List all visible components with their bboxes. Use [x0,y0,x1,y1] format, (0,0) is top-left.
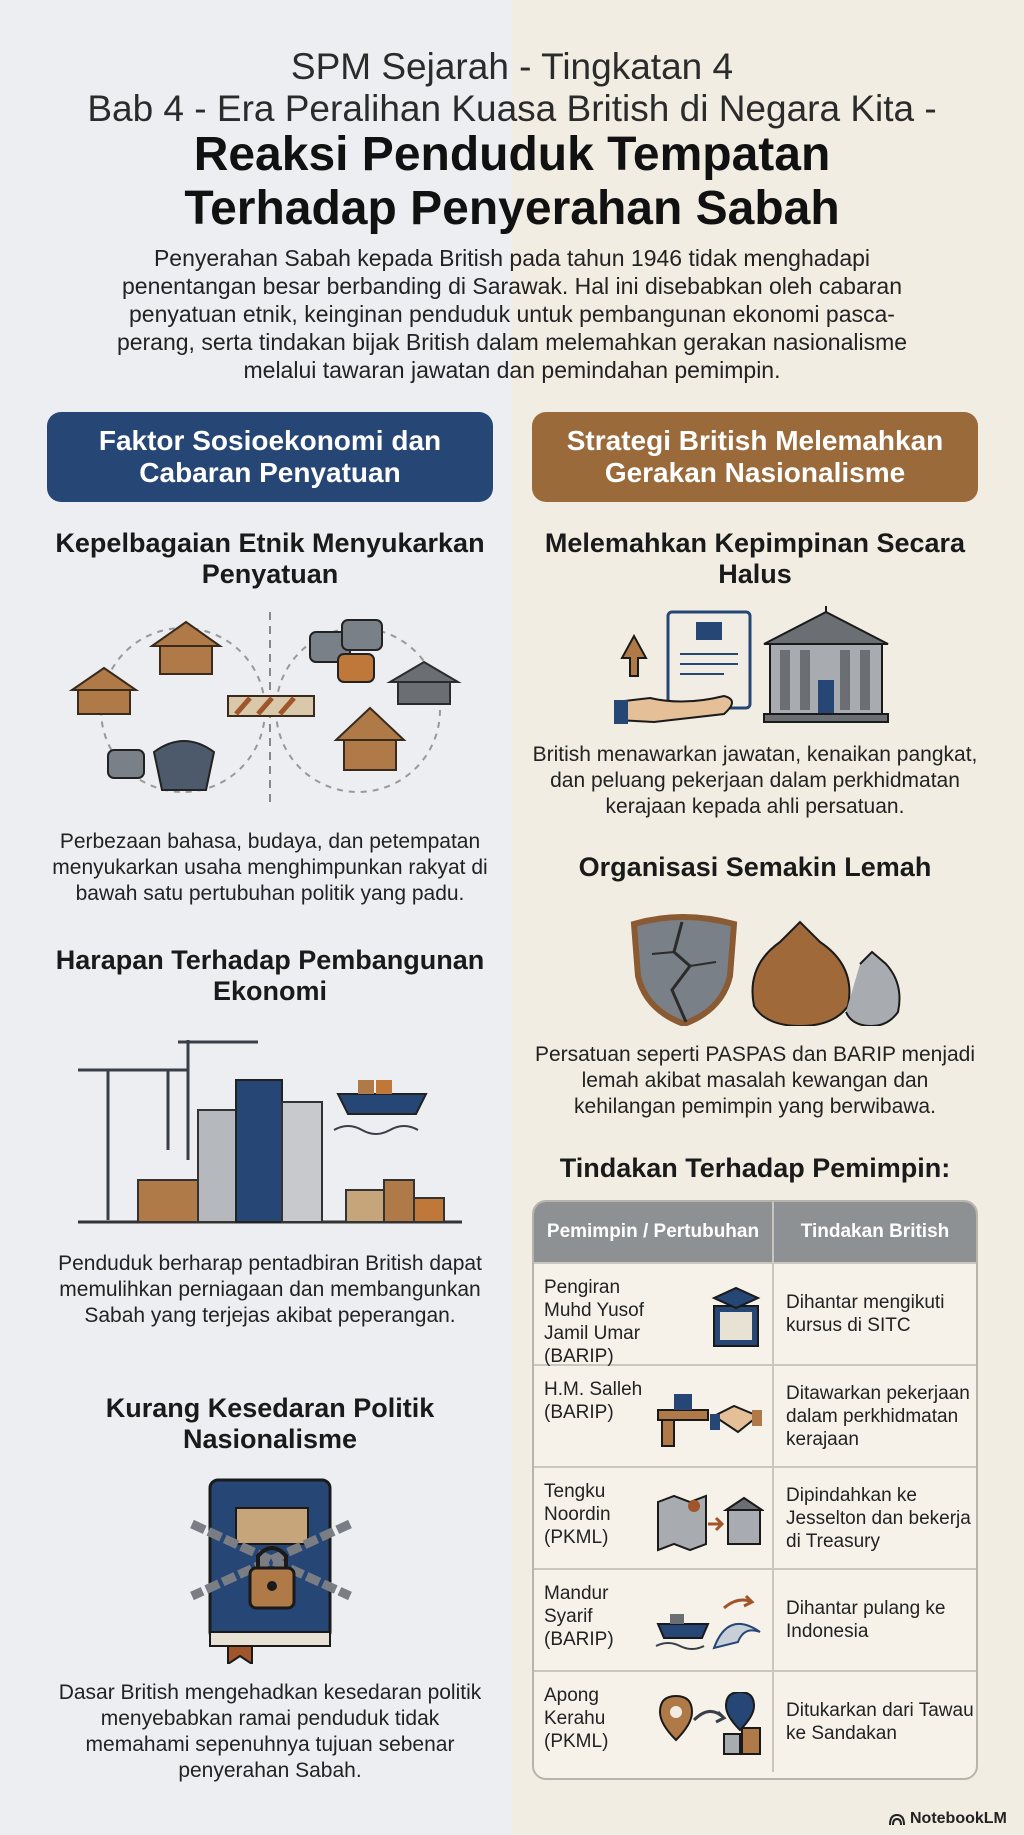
political-awareness-title: Kurang Kesedaran Politik Nasionalisme [105,1393,435,1454]
ethnic-diversity-text: Perbezaan bahasa, budaya, dan petempatan menyukarkan usaha menghimpunkan rakyat di bawah satu pertubuhan politik yang padu. [52,830,488,905]
column-header-action: Tindakan British [800,1221,950,1242]
broken-shield-moneybags-illustration [630,914,906,1026]
table-header [534,1202,976,1262]
right-column-heading: Strategi British Melemahkan Gerakan Nasionalisme [532,412,978,502]
ethnic-villages-illustration [68,612,472,808]
leader-cell [534,1570,774,1670]
left-column-heading: Faktor Sosioekonomi dan Cabaran Penyatuan [47,412,493,502]
table-row [534,1364,976,1466]
action-cell: Ditawarkan pekerjaan dalam perkhidmatan kerajaan [786,1382,970,1450]
brand-label: NotebookLM [910,1810,1007,1827]
leader-name: Mandur Syarif (BARIP) [544,1583,614,1650]
leader-actions-title: Tindakan Terhadap Pemimpin: [559,1153,951,1183]
table-row [534,1262,976,1367]
political-awareness-text: Dasar British mengehadkan kesedaran politik menyebabkan ramai penduduk tidak memahami sepenuhnya tujuan sebenar penyerahan Sabah. [58,1681,482,1782]
economic-development-illustration [78,1030,462,1226]
leader-name: Tengku Noordin (PKML) [544,1481,611,1548]
chapter-line: Bab 4 - Era Peralihan Kuasa British di Negara Kita - [87,88,937,129]
subtle-leadership-text: British menawarkan jawatan, kenaikan pangkat, dan peluang pekerjaan dalam perkhidmatan kerajaan kepada ahli persatuan. [532,743,978,818]
economic-hope-title: Harapan Terhadap Pembangunan Ekonomi [55,945,485,1006]
leader-name: H.M. Salleh (BARIP) [544,1379,643,1423]
graduation-book-icon [654,1284,764,1348]
ethnic-diversity-title: Kepelbagaian Etnik Menyukarkan Penyatuan [55,528,485,589]
leader-cell [534,1366,774,1466]
subtle-leadership-title: Melemahkan Kepimpinan Secara Halus [544,528,966,589]
map-bank-icon [654,1488,764,1552]
brand-badge [888,1810,1007,1828]
desk-handshake-icon [654,1386,764,1450]
leader-actions-table [532,1200,978,1780]
column-header-leader: Pemimpin / Pertubuhan [534,1202,774,1262]
title-line-2: Terhadap Penyerahan Sabah [184,182,840,235]
subject-line: SPM Sejarah - Tingkatan 4 [290,46,734,87]
intro-paragraph: Penyerahan Sabah kepada British pada tahun 1946 tidak menghadapi penentangan besar berbanding di Sarawak. Hal ini disebabkan oleh cabaran penyatuan etnik, keinginan penduduk untuk pembangunan ekonomi pasca-perang, serta tindakan bijak British dalam melemahkan gerakan nasionalisme melalui tawaran jawatan dan pemindahan pemimpin. [116,245,908,383]
leader-cell [534,1468,774,1568]
chained-book-illustration [190,1478,352,1664]
appointment-building-illustration [614,606,896,726]
table-row [534,1568,976,1670]
action-cell: Ditukarkan dari Tawau ke Sandakan [786,1700,974,1744]
action-cell: Dihantar pulang ke Indonesia [786,1598,946,1642]
table-row [534,1466,976,1568]
leader-name: Pengiran Muhd Yusof Jamil Umar (BARIP) [544,1277,645,1367]
leader-cell [534,1264,774,1367]
leader-cell [534,1672,774,1772]
page-title [0,128,1024,236]
action-cell: Dihantar mengikuti kursus di SITC [786,1292,945,1336]
location-transfer-icon [654,1692,764,1756]
weak-organisation-text: Persatuan seperti PASPAS dan BARIP menjadi lemah akibat masalah kewangan dan kehilangan pemimpin yang berwibawa. [534,1043,976,1118]
weak-organisation-title: Organisasi Semakin Lemah [578,852,932,882]
notebooklm-logo-icon [888,1812,906,1826]
action-cell: Dipindahkan ke Jesselton dan bekerja di Treasury [786,1484,971,1552]
ship-wave-icon [654,1590,764,1654]
economic-hope-text: Penduduk berharap pentadbiran British dapat memulihkan perniagaan dan membangunkan Sabah yang terjejas akibat peperangan. [58,1252,482,1327]
table-row [534,1670,976,1772]
title-line-1: Reaksi Penduduk Tempatan [193,128,831,181]
leader-name: Apong Kerahu (PKML) [544,1685,609,1752]
